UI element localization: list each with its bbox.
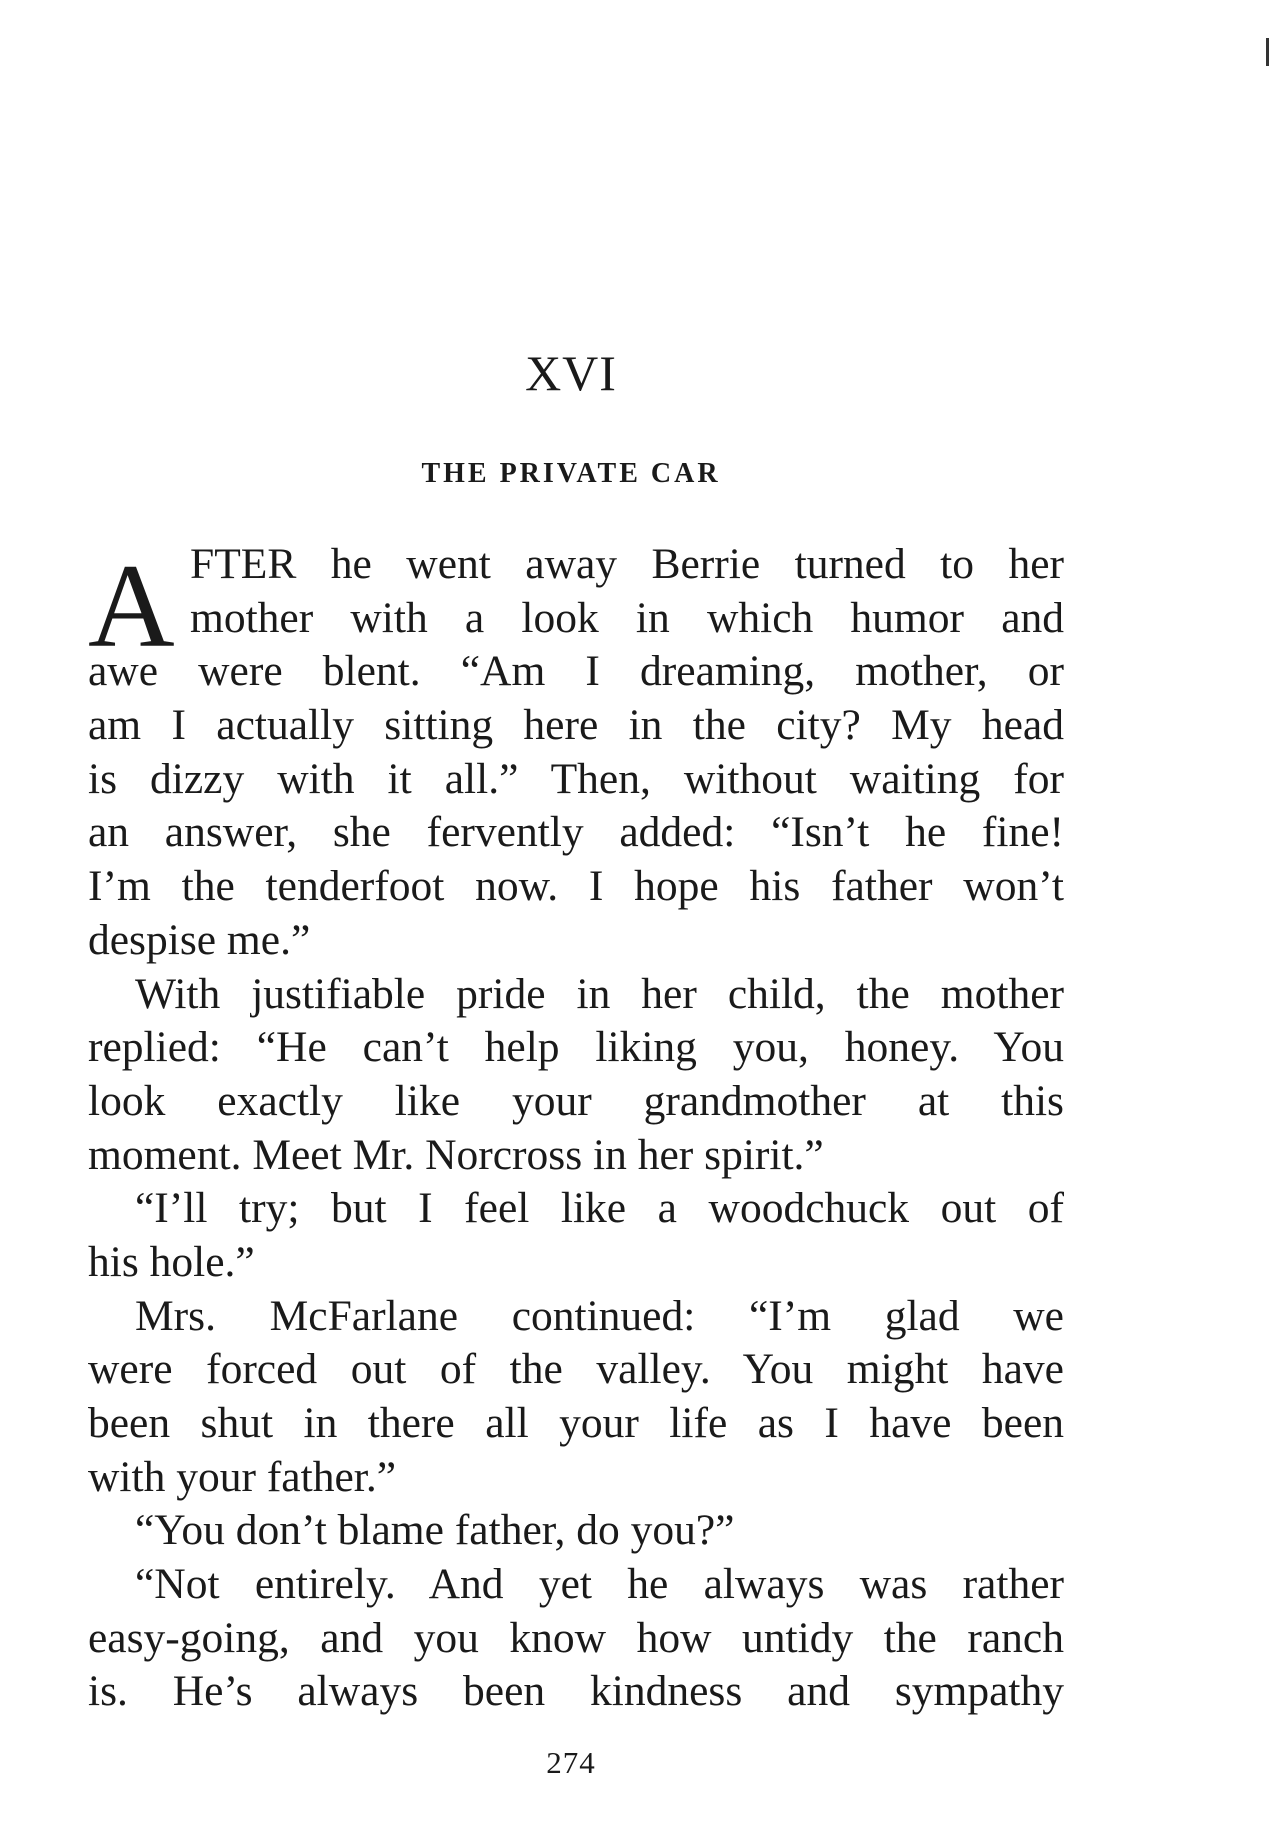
text-line: were forced out of the valley. You might have [88, 1345, 1064, 1394]
text-line: replied: “He can’t help liking you, honey. You [88, 1023, 1064, 1072]
text-line: “Not entirely. And yet he always was rather [135, 1560, 1064, 1609]
drop-cap: A [88, 539, 175, 672]
text-line: “You don’t blame father, do you?” [135, 1506, 735, 1555]
text-line: mother with a look in which humor and [190, 593, 1064, 642]
page-number: 274 [546, 1745, 596, 1780]
chapter-body [88, 538, 1064, 1719]
text-line: “I’ll try; but I feel like a woodchuck out of [135, 1184, 1064, 1233]
text-line: I’m the tenderfoot now. I hope his father won’t [88, 862, 1064, 911]
text-line: an answer, she fervently added: “Isn’t he fine! [88, 808, 1064, 857]
text-line: moment. Meet Mr. Norcross in her spirit.” [88, 1130, 824, 1179]
text-line: awe were blent. “Am I dreaming, mother, or [88, 647, 1064, 696]
chapter-title: THE PRIVATE CAR [421, 458, 721, 489]
text-line: easy-going, and you know how untidy the ranch [88, 1613, 1064, 1662]
text-line: look exactly like your grandmother at this [88, 1076, 1064, 1125]
text-line: is. He’s always been kindness and sympathy [88, 1667, 1064, 1716]
text-line: been shut in there all your life as I have been [88, 1399, 1064, 1447]
text-line: With justifiable pride in her child, the mother [135, 969, 1064, 1018]
page-edge-mark [1266, 38, 1269, 66]
text-line: am I actually sitting here in the city? My head [88, 701, 1064, 750]
text-line: with your father.” [88, 1452, 397, 1501]
chapter-number: XVI [525, 345, 617, 401]
text-line: despise me.” [88, 915, 311, 964]
text-line: Mrs. McFarlane continued: “I’m glad we [135, 1291, 1064, 1340]
text-line: is dizzy with it all.” Then, without waiting for [88, 754, 1064, 803]
text-line: FTER he went away Berrie turned to her [190, 540, 1064, 588]
text-line: his hole.” [88, 1237, 255, 1286]
